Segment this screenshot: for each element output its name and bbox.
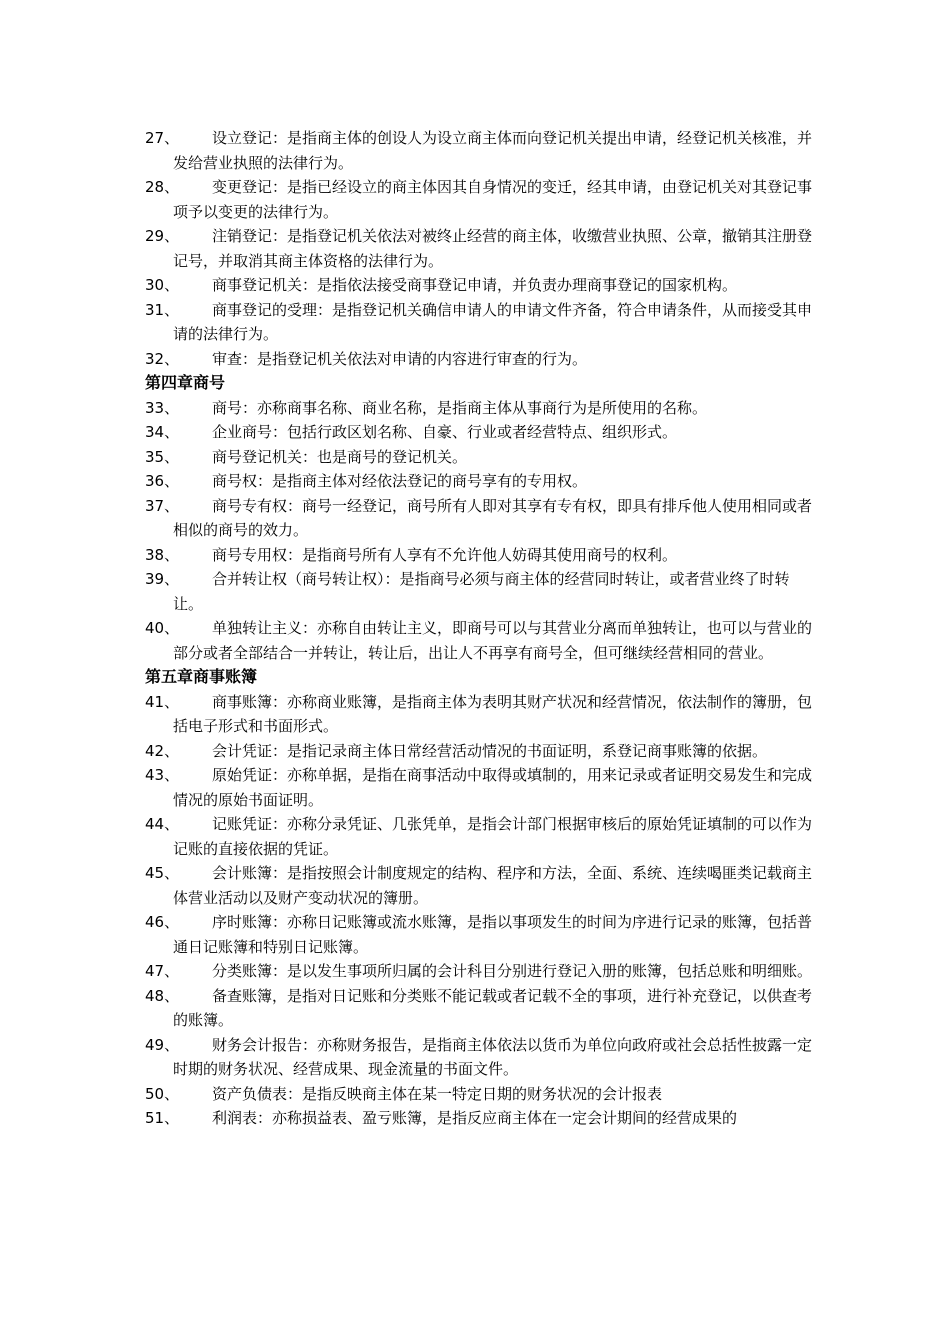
item-number: 31、 (145, 300, 180, 319)
item-text: 原始凭证：亦称单据，是指在商事活动中取得或填制的，用来记录或者证明交易发生和完成情况的原始书面证明。 (173, 766, 813, 809)
item-number: 37、 (145, 496, 180, 515)
item-number: 41、 (145, 692, 180, 711)
item-text: 商号登记机关：也是商号的登记机关。 (212, 447, 468, 466)
item-text: 商号专有权：商号一经登记，商号所有人即对其享有专有权，即具有排斥他人使用相同或者相似的商号的效力。 (173, 496, 813, 539)
definition-item (145, 984, 813, 1033)
item-text: 企业商号：包括行政区划名称、自豪、行业或者经营特点、组织形式。 (212, 423, 678, 441)
document-body (145, 126, 813, 1131)
definition-item (145, 224, 813, 273)
definition-item (145, 420, 813, 445)
item-number: 34、 (145, 423, 180, 441)
item-text: 商事账簿：亦称商业账簿，是指商主体为表明其财产状况和经营情况，依法制作的簿册，包括电子形式和书面形式。 (173, 692, 813, 735)
definition-item (145, 739, 813, 764)
item-number: 46、 (145, 913, 180, 931)
definition-item (145, 763, 813, 812)
item-text: 商事登记机关：是指依法接受商事登记申请，并负责办理商事登记的国家机构。 (212, 276, 738, 294)
item-text: 设立登记：是指商主体的创设人为设立商主体而向登记机关提出申请，经登记机关核准，并发给营业执照的法律行为。 (173, 129, 813, 172)
definition-item (145, 567, 813, 616)
item-number: 38、 (145, 545, 180, 564)
chapter-heading: 第五章商事账簿 (145, 667, 258, 686)
item-text: 商事登记的受理：是指登记机关确信申请人的申请文件齐备，符合申请条件，从而接受其申请的法律行为。 (173, 300, 813, 343)
item-text: 商号专用权：是指商号所有人享有不允许他人妨碍其使用商号的权利。 (212, 545, 678, 564)
item-number: 30、 (145, 276, 180, 294)
item-text: 单独转让主义：亦称自由转让主义，即商号可以与其营业分离而单独转让，也可以与营业的部分或者全部结合一并转让，转让后，出让人不再享有商号全，但可继续经营相同的营业。 (173, 619, 813, 662)
definition-item (145, 861, 813, 910)
definition-item (145, 494, 813, 543)
item-number: 28、 (145, 178, 180, 196)
item-text: 合并转让权（商号转让权）：是指商号必须与商主体的经营同时转让，或者营业终了时转让。 (173, 570, 790, 613)
item-number: 32、 (145, 349, 180, 368)
definition-item (145, 175, 813, 224)
item-text: 商号：亦称商事名称、商业名称，是指商主体从事商行为是所使用的名称。 (212, 398, 708, 417)
chapter-heading: 第四章商号 (145, 373, 226, 392)
definition-item (145, 445, 813, 470)
item-text: 变更登记：是指已经设立的商主体因其自身情况的变迁，经其申请，由登记机关对其登记事项予以变更的法律行为。 (173, 178, 813, 221)
item-text: 分类账簿：是以发生事项所归属的会计科目分别进行登记入册的账簿，包括总账和明细账。 (212, 962, 813, 980)
item-text: 商号权：是指商主体对经依法登记的商号享有的专用权。 (212, 472, 588, 490)
item-number: 29、 (145, 227, 180, 245)
item-number: 44、 (145, 815, 180, 833)
definition-item (145, 910, 813, 959)
item-number: 51、 (145, 1109, 180, 1127)
item-number: 35、 (145, 447, 180, 466)
item-number: 36、 (145, 472, 180, 490)
item-number: 49、 (145, 1035, 180, 1054)
item-number: 43、 (145, 766, 180, 784)
item-number: 33、 (145, 398, 180, 417)
definition-item (145, 347, 813, 372)
item-text: 会计账簿：是指按照会计制度规定的结构、程序和方法，全面、系统、连续喝匪类记载商主体营业活动以及财产变动状况的簿册。 (173, 864, 813, 907)
definition-item (145, 126, 813, 175)
item-number: 40、 (145, 619, 180, 637)
definition-item (145, 298, 813, 347)
item-number: 48、 (145, 986, 180, 1005)
definition-item (145, 616, 813, 665)
definition-item (145, 812, 813, 861)
item-text: 会计凭证：是指记录商主体日常经营活动情况的书面证明，系登记商事账簿的依据。 (212, 741, 768, 760)
item-text: 注销登记：是指登记机关依法对被终止经营的商主体，收缴营业执照、公章，撤销其注册登记号，并取消其商主体资格的法律行为。 (173, 227, 813, 270)
item-text: 序时账簿：亦称日记账簿或流水账簿，是指以事项发生的时间为序进行记录的账簿，包括普通日记账簿和特别日记账簿。 (173, 913, 813, 956)
item-text: 记账凭证：亦称分录凭证、几张凭单，是指会计部门根据审核后的原始凭证填制的可以作为记账的直接依据的凭证。 (173, 815, 813, 858)
definition-item (145, 1033, 813, 1082)
item-number: 39、 (145, 570, 180, 588)
item-text: 财务会计报告：亦称财务报告，是指商主体依法以货币为单位向政府或社会总括性披露一定时期的财务状况、经营成果、现金流量的书面文件。 (173, 1035, 813, 1078)
definition-item (145, 1082, 813, 1107)
item-number: 42、 (145, 741, 180, 760)
item-text: 审查：是指登记机关依法对申请的内容进行审查的行为。 (212, 349, 588, 368)
item-text: 利润表：亦称损益表、盈亏账簿，是指反应商主体在一定会计期间的经营成果的 (212, 1109, 738, 1127)
item-text: 备查账簿，是指对日记账和分类账不能记载或者记载不全的事项，进行补充登记，以供查考的账簿。 (173, 986, 813, 1029)
item-number: 45、 (145, 864, 180, 882)
definition-item (145, 543, 813, 568)
item-number: 27、 (145, 129, 180, 147)
definition-item (145, 469, 813, 494)
definition-item (145, 959, 813, 984)
definition-item (145, 1106, 813, 1131)
definition-item (145, 396, 813, 421)
item-text: 资产负债表：是指反映商主体在某一特定日期的财务状况的会计报表 (212, 1084, 663, 1103)
definition-item (145, 690, 813, 739)
item-number: 47、 (145, 962, 180, 980)
definition-item (145, 273, 813, 298)
item-number: 50、 (145, 1084, 180, 1103)
